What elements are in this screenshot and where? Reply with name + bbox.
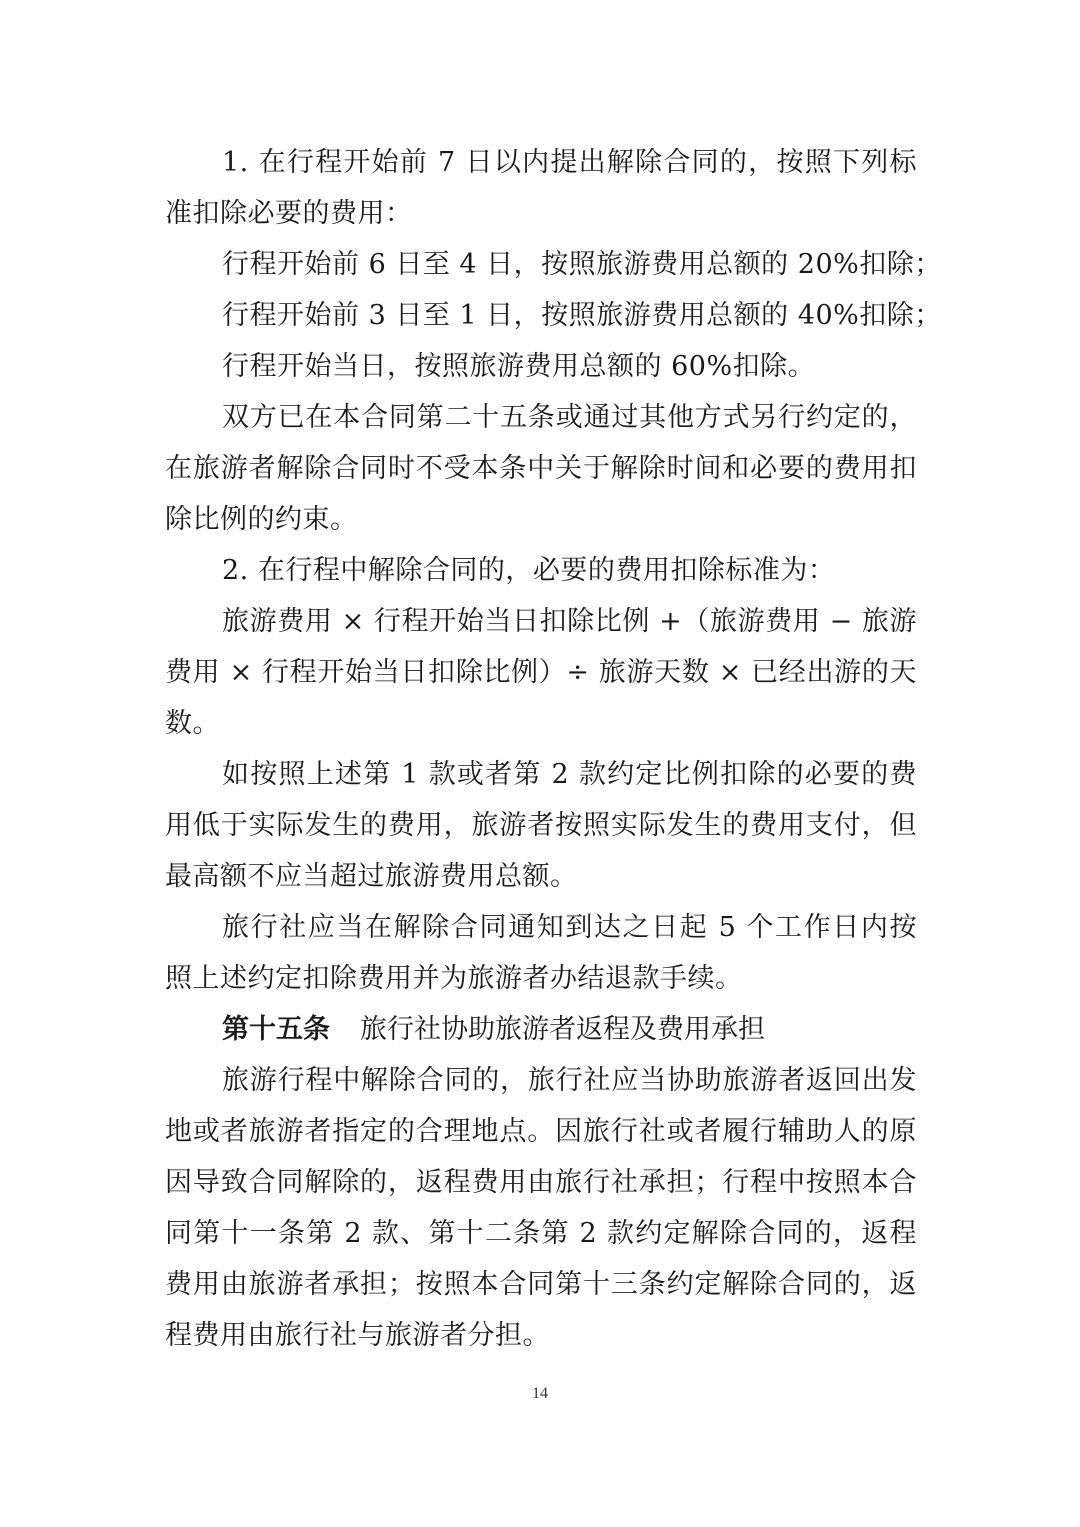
paragraph-cancellation-during-trip: 2. 在行程中解除合同的，必要的费用扣除标准为： bbox=[222, 555, 836, 586]
document-body bbox=[165, 137, 942, 1361]
article-number: 第十五条 bbox=[222, 1014, 330, 1045]
paragraph-deduction-40-percent: 行程开始前 3 日至 1 日，按照旅游费用总额的 40%扣除； bbox=[222, 300, 942, 331]
paragraph-deduction-60-percent: 行程开始当日，按照旅游费用总额的 60%扣除。 bbox=[222, 351, 816, 382]
paragraph-deduction-20-percent: 行程开始前 6 日至 4 日，按照旅游费用总额的 20%扣除； bbox=[222, 249, 942, 280]
paragraph-other-agreement: 双方已在本合同第二十五条或通过其他方式另行约定的，在旅游者解除合同时不受本条中关于解除时间和必要的费用扣除比例的约束。 bbox=[165, 402, 917, 535]
article-heading bbox=[165, 1004, 917, 1055]
paragraph-refund-procedure: 旅行社应当在解除合同通知到达之日起 5 个工作日内按照上述约定扣除费用并为旅游者办结退款手续。 bbox=[165, 912, 917, 994]
paragraph-return-trip: 旅游行程中解除合同的，旅行社应当协助旅游者返回出发地或者旅游者指定的合理地点。因旅行社或者履行辅助人的原因导致合同解除的，返程费用由旅行社承担；行程中按照本合同第十一条第 2 款、第十二条第 2 款约定解除合同的，返程费用由旅游者承担；按照本合同第十三条约定解除合同的，返程费用由旅行社与旅游者分担。 bbox=[165, 1065, 917, 1351]
paragraph-cancellation-before-trip: 1. 在行程开始前 7 日以内提出解除合同的，按照下列标准扣除必要的费用： bbox=[165, 147, 917, 229]
paragraph-actual-cost: 如按照上述第 1 款或者第 2 款约定比例扣除的必要的费用低于实际发生的费用，旅游者按照实际发生的费用支付，但最高额不应当超过旅游费用总额。 bbox=[165, 759, 917, 892]
article-title: 旅行社协助旅游者返程及费用承担 bbox=[360, 1014, 765, 1045]
paragraph-deduction-formula: 旅游费用 × 行程开始当日扣除比例 +（旅游费用 − 旅游费用 × 行程开始当日扣除比例）÷ 旅游天数 × 已经出游的天数。 bbox=[165, 606, 917, 739]
page-number: 14 bbox=[532, 1385, 548, 1402]
